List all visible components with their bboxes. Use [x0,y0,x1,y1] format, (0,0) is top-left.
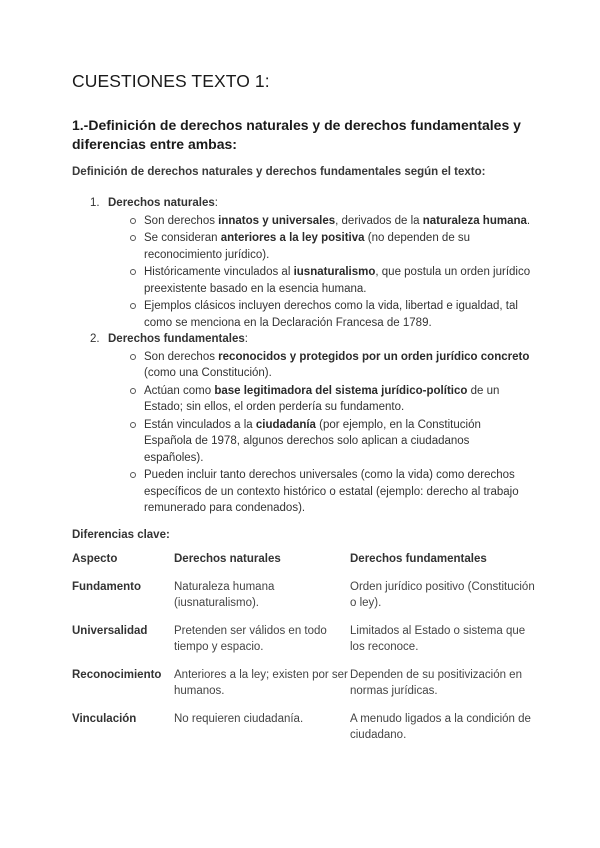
section-number: 1. [90,197,100,209]
bold-text: base legitimadora del sistema jurídico-político [214,384,468,397]
bold-text: ciudadanía [255,418,316,431]
list-item [108,383,532,416]
list-item [108,417,532,467]
text: Históricamente vinculados al [144,266,294,278]
intro-text: Definición de derechos naturales y derechos fundamentales según el texto: [72,166,486,178]
aspect-cell: Vinculación [72,713,137,725]
bullet-circle-icon [130,269,136,275]
table-row [72,579,542,623]
bullet-circle-icon [130,354,136,360]
text: Son derechos [144,214,219,227]
section-number: 2. [90,333,100,345]
table-cell: A menudo ligados a la condición de ciudadano. [350,713,531,741]
table-row [72,667,542,711]
differences-heading: Diferencias clave: [72,529,170,541]
text: (por ejemplo, en la Constitución Española de 1978, algunos derechos solo aplican a ciudadanos españoles). [144,418,481,464]
bold-text: anteriores a la ley positiva [220,232,365,244]
bullet-list [108,213,532,332]
bold-text: iusnaturalismo [293,266,376,278]
bullet-list [108,349,532,517]
list-item [108,213,532,230]
table-header-cell: Derechos fundamentales [350,553,487,565]
table-header-cell: Aspecto [72,553,118,565]
aspect-cell: Reconocimiento [72,669,162,681]
list-item [108,349,532,382]
bold-text: innatos y universales [218,214,336,227]
text: , que postula un orden jurídico preexistente basado en la esencia humana. [144,266,531,295]
list-item [108,298,532,331]
list-item [108,230,532,263]
table-cell: Limitados al Estado o sistema que los reconoce. [350,625,526,653]
text: Actúan como [144,384,215,397]
table-header-cell: Derechos naturales [174,553,281,565]
definitions-list [72,195,532,517]
table-cell: Naturaleza humana (iusnaturalismo). [174,581,275,609]
table-row [72,623,542,667]
section-fundamental-rights: 2. Derechos fundamentales: Son derechos reconocidos y protegidos por un orden jurídico concreto (como una Constitución). Actúan como base legitimadora del sistema jurídico-político de un Estado; sin ellos, el orden perdería su fundamento. Están vinculados a la ciudadanía (por ejemplo, en la Constitución Española de 1978, algunos derechos solo aplican a ciudadanos españoles). Pueden incluir tanto derechos universales (como la vida) como derechos específicos de un contexto histórico o estatal (ejemplo: derecho al trabajo remunerado para condenados). [72,331,532,517]
table-row [72,711,542,755]
bullet-circle-icon [130,422,136,428]
text: (como una Constitución). [144,367,272,379]
list-item [108,467,532,517]
section-title: Derechos naturales [108,197,215,209]
bullet-circle-icon [130,218,136,224]
list-item [108,264,532,297]
table-cell: Dependen de su positivización en normas jurídicas. [350,669,522,697]
table-cell: Anteriores a la ley; existen por ser humanos. [174,669,348,697]
text: Se consideran [144,232,221,244]
text: de un Estado; sin ellos, el orden perdería su fundamento. [144,384,500,413]
text: Ejemplos clásicos incluyen derechos como la vida, libertad e igualdad, tal como se menciona en la Declaración Francesa de 1789. [144,300,518,329]
bullet-circle-icon [130,472,136,478]
table-cell: Orden jurídico positivo (Constitución o ley). [350,581,535,609]
bullet-circle-icon [130,388,136,394]
table-cell: No requieren ciudadanía. [174,713,304,725]
differences-table [72,548,542,755]
table-body [72,579,542,755]
text: Son derechos [144,350,219,363]
document-title: CUESTIONES TEXTO 1: [72,71,270,91]
section-natural-rights: 1. Derechos naturales: Son derechos innatos y universales, derivados de la naturaleza humana. Se consideran anteriores a la ley positiva (no dependen de su reconocimiento jurídico). Históricamente vinculados al iusnaturalismo, que postula un orden jurídico preexistente basado en la esencia humana. Ejemplos clásicos incluyen derechos como la vida, libertad e igualdad, tal como se menciona en la Declaración Francesa de 1789. [72,195,532,331]
text: Pueden incluir tanto derechos universales (como la vida) como derechos específicos de un contexto histórico o estatal (ejemplo: derecho al trabajo remunerado para condenados). [144,469,519,514]
question-heading: 1.-Definición de derechos naturales y de derechos fundamentales y diferencias entre ambas: [72,117,521,152]
bold-text: naturaleza humana [422,214,527,227]
bold-text: reconocidos y protegidos por un orden jurídico concreto [218,350,530,363]
table-header-row [72,548,542,579]
text: Están vinculados a la [144,418,256,431]
text: . [526,214,531,227]
aspect-cell: Fundamento [72,581,141,593]
bullet-circle-icon [130,303,136,309]
section-title: Derechos fundamentales [108,333,245,345]
text: , derivados de la [335,214,423,227]
text: (no dependen de su reconocimiento jurídico). [144,232,471,261]
aspect-cell: Universalidad [72,625,148,637]
bullet-circle-icon [130,235,136,241]
table-cell: Pretenden ser válidos en todo tiempo y espacio. [174,625,327,653]
